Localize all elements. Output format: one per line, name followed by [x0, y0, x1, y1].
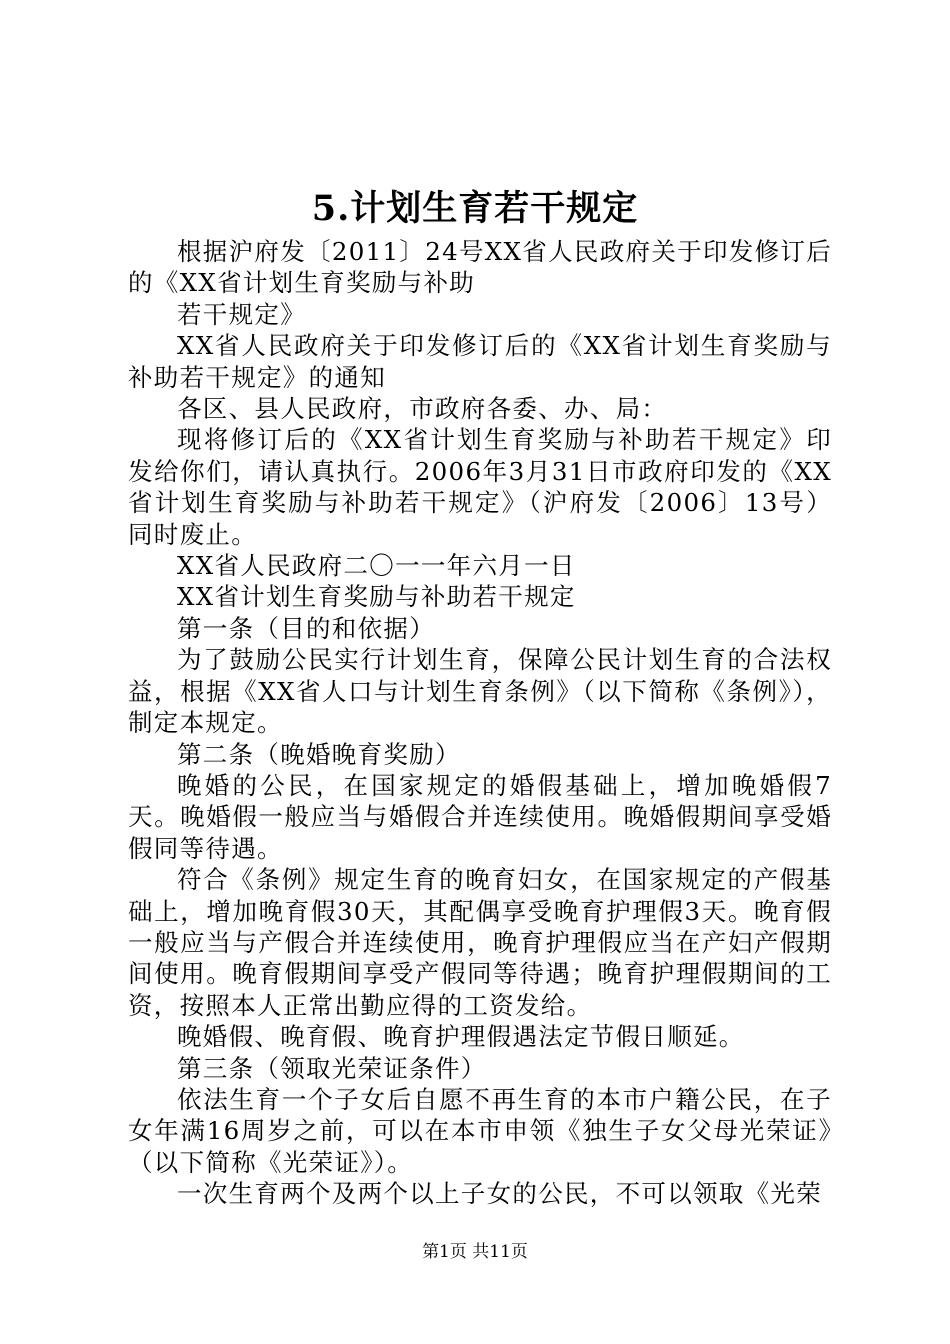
article-3-body-2: 一次生育两个及两个以上子女的公民，不可以领取《光荣 [177, 1179, 822, 1209]
paragraph-intro: 根据沪府发〔2011〕24号XX省人民政府关于印发修订后的《XX省计划生育奖励与补助 [128, 237, 832, 298]
article-2-heading: 第二条（晚婚晚育奖励） [177, 739, 461, 769]
paragraph-notice-title: XX省人民政府关于印发修订后的《XX省计划生育奖励与补助若干规定》的通知 [128, 331, 832, 392]
paragraph-issuer-date: XX省人民政府二〇一一年六月一日 [177, 551, 576, 581]
article-2-body-1: 晚婚的公民，在国家规定的婚假基础上，增加晚婚假7天。晚婚假一般应当与婚假合并连续使用。晚婚假期间享受婚假同等待遇。 [128, 770, 832, 863]
paragraph-intro-continued: 若干规定》 [177, 299, 306, 329]
article-2-body-3: 晚婚假、晚育假、晚育护理假遇法定节假日顺延。 [177, 1022, 745, 1052]
article-3-body-1: 依法生育一个子女后自愿不再生育的本市户籍公民，在子女年满16周岁之前，可以在本市申领《独生子女父母光荣证》（以下简称《光荣证》）。 [128, 1084, 832, 1177]
page-footer: 第1页 共11页 [422, 1242, 528, 1262]
article-1-heading: 第一条（目的和依据） [177, 613, 435, 643]
document-body [128, 236, 832, 1210]
article-1-body: 为了鼓励公民实行计划生育，保障公民计划生育的合法权益，根据《XX省人口与计划生育条例》（以下简称《条例》），制定本规定。 [128, 645, 832, 738]
paragraph-regulation-title: XX省计划生育奖励与补助若干规定 [177, 582, 576, 612]
article-3-heading: 第三条（领取光荣证条件） [177, 1053, 487, 1083]
paragraph-notice-body: 现将修订后的《XX省计划生育奖励与补助若干规定》印发给你们，请认真执行。2006年3月31日市政府印发的《XX省计划生育奖励与补助若干规定》（沪府发〔2006〕13号）同时废止。 [128, 425, 832, 549]
document-title: 5.计划生育若干规定 [311, 188, 639, 229]
article-2-body-2: 符合《条例》规定生育的晚育妇女，在国家规定的产假基础上，增加晚育假30天，其配偶享受晚育护理假3天。晚育假一般应当与产假合并连续使用，晚育护理假应当在产妇产假期间使用。晚育假期间享受产假同等待遇；晚育护理假期间的工资，按照本人正常出勤应得的工资发给。 [128, 865, 832, 1020]
paragraph-addressees: 各区、县人民政府，市政府各委、办、局： [177, 394, 668, 424]
